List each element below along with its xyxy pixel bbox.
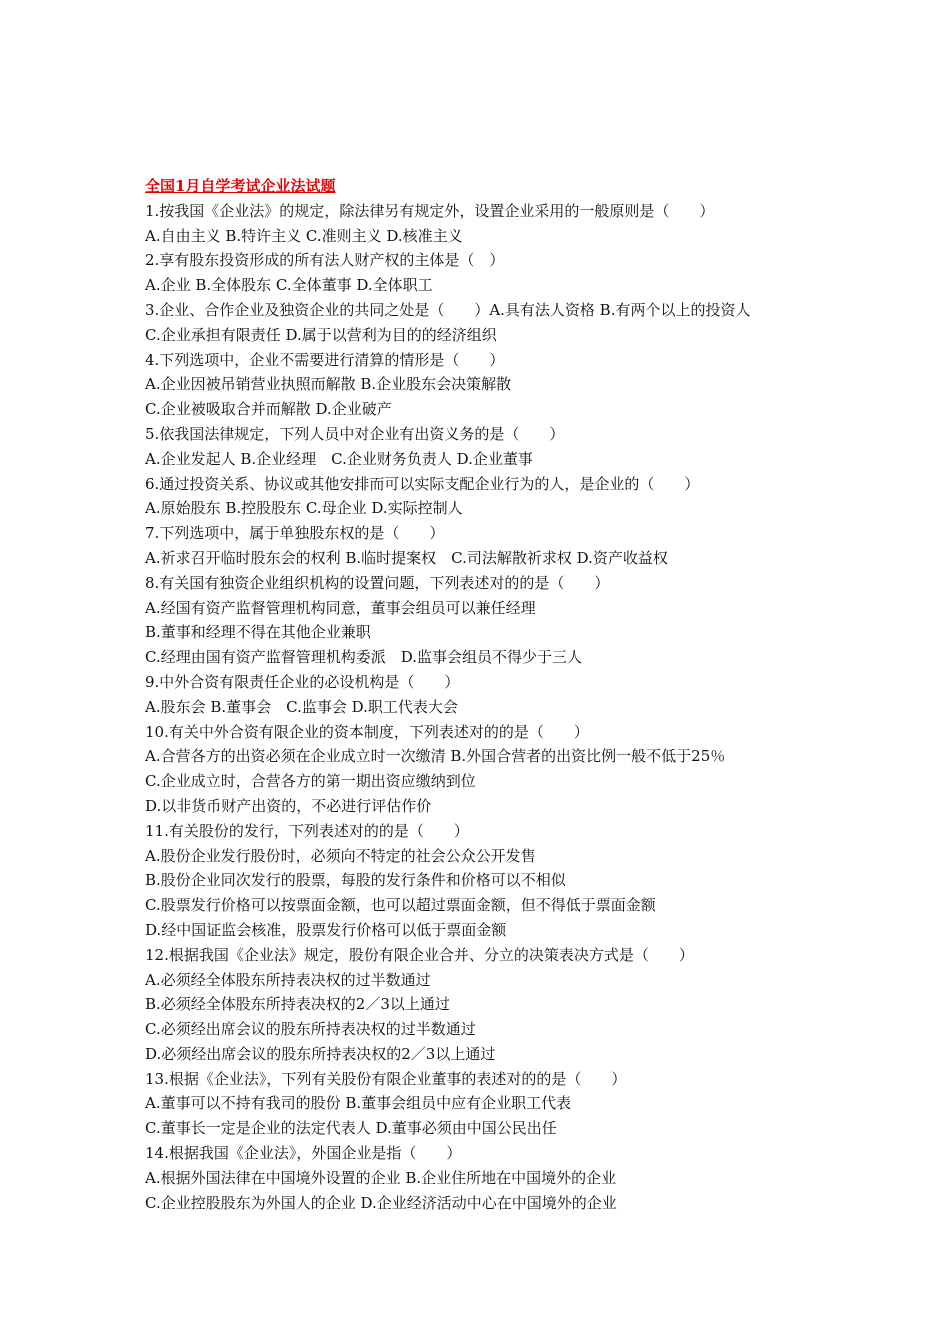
text-line: 13.根据《企业法》，下列有关股份有限企业董事的表述对的的是（ ） bbox=[145, 1069, 627, 1088]
text-line: A.合营各方的出资必须在企业成立时一次缴清 B.外国合营者的出资比例一般不低于25％ bbox=[145, 747, 726, 766]
text-line: 9.中外合资有限责任企业的必设机构是（ ） bbox=[145, 672, 460, 691]
text-line: B.董事和经理不得在其他企业兼职 bbox=[145, 623, 371, 642]
text-line: C.企业承担有限责任 D.属于以营利为目的的经济组织 bbox=[145, 325, 497, 344]
question-list bbox=[145, 199, 825, 1216]
text-line: A.董事可以不持有我司的股份 B.董事会组员中应有企业职工代表 bbox=[145, 1094, 572, 1113]
text-line: C.企业成立时，合营各方的第一期出资应缴纳到位 bbox=[145, 772, 476, 791]
text-line: A.股份企业发行股份时，必须向不特定的社会公众公开发售 bbox=[145, 846, 536, 865]
text-line: 2.享有股东投资形成的所有法人财产权的主体是（ ） bbox=[145, 251, 505, 270]
text-line: D.以非货币财产出资的，不必进行评估作价 bbox=[145, 796, 432, 815]
text-line: 11.有关股份的发行，下列表述对的的是（ ） bbox=[145, 821, 469, 840]
text-line: C.经理由国有资产监督管理机构委派 D.监事会组员不得少于三人 bbox=[145, 648, 582, 667]
document-title: 全国1月自学考试企业法试题 bbox=[145, 177, 336, 195]
text-line: C.企业控股股东为外国人的企业 D.企业经济活动中心在中国境外的企业 bbox=[145, 1193, 617, 1212]
text-line: C.股票发行价格可以按票面金额，也可以超过票面金额，但不得低于票面金额 bbox=[145, 896, 656, 915]
text-line: C.董事长一定是企业的法定代表人 D.董事必须由中国公民出任 bbox=[145, 1119, 557, 1138]
text-line: A.企业因被吊销营业执照而解散 B.企业股东会决策解散 bbox=[145, 375, 512, 394]
text-line: A.原始股东 B.控股股东 C.母企业 D.实际控制人 bbox=[145, 499, 463, 518]
text-line: 3.企业、合作企业及独资企业的共同之处是（ ）A.具有法人资格 B.有两个以上的投资人 bbox=[145, 300, 751, 319]
text-line: B.股份企业同次发行的股票，每股的发行条件和价格可以不相似 bbox=[145, 871, 566, 890]
text-line: A.企业发起人 B.企业经理 C.企业财务负责人 D.企业董事 bbox=[145, 449, 533, 468]
text-line: A.自由主义 B.特许主义 C.准则主义 D.核准主义 bbox=[145, 226, 463, 245]
text-line: C.企业被吸取合并而解散 D.企业破产 bbox=[145, 400, 392, 419]
text-line: 8.有关国有独资企业组织机构的设置问题，下列表述对的的是（ ） bbox=[145, 573, 610, 592]
text-line: B.必须经全体股东所持表决权的2／3以上通过 bbox=[145, 995, 450, 1014]
text-line: 7.下列选项中，属于单独股东权的是（ ） bbox=[145, 524, 445, 543]
document-body bbox=[145, 174, 825, 1215]
text-line: 10.有关中外合资有限企业的资本制度，下列表述对的的是（ ） bbox=[145, 722, 589, 741]
text-line: D.必须经出席会议的股东所持表决权的2／3以上通过 bbox=[145, 1044, 496, 1063]
text-line: 5.依我国法律规定，下列人员中对企业有出资义务的是（ ） bbox=[145, 424, 565, 443]
text-line: A.祈求召开临时股东会的权利 B.临时提案权 C.司法解散祈求权 D.资产收益权 bbox=[145, 548, 668, 567]
text-line: A.根据外国法律在中国境外设置的企业 B.企业住所地在中国境外的企业 bbox=[145, 1168, 617, 1187]
text-line: C.必须经出席会议的股东所持表决权的过半数通过 bbox=[145, 1020, 476, 1039]
text-line: D.经中国证监会核准，股票发行价格可以低于票面金额 bbox=[145, 920, 507, 939]
text-line: 6.通过投资关系、协议或其他安排而可以实际支配企业行为的人，是企业的（ ） bbox=[145, 474, 700, 493]
text-line: A.企业 B.全体股东 C.全体董事 D.全体职工 bbox=[145, 276, 433, 295]
text-line: 14.根据我国《企业法》，外国企业是指（ ） bbox=[145, 1144, 462, 1163]
text-line: A.必须经全体股东所持表决权的过半数通过 bbox=[145, 970, 431, 989]
text-line: A.股东会 B.董事会 C.监事会 D.职工代表大会 bbox=[145, 697, 458, 716]
text-line: 12.根据我国《企业法》规定，股份有限企业合并、分立的决策表决方式是（ ） bbox=[145, 945, 694, 964]
text-line: A.经国有资产监督管理机构同意，董事会组员可以兼任经理 bbox=[145, 598, 536, 617]
text-line: 4.下列选项中，企业不需要进行清算的情形是（ ） bbox=[145, 350, 505, 369]
text-line: 1.按我国《企业法》的规定，除法律另有规定外，设置企业采用的一般原则是（ ） bbox=[145, 201, 715, 220]
